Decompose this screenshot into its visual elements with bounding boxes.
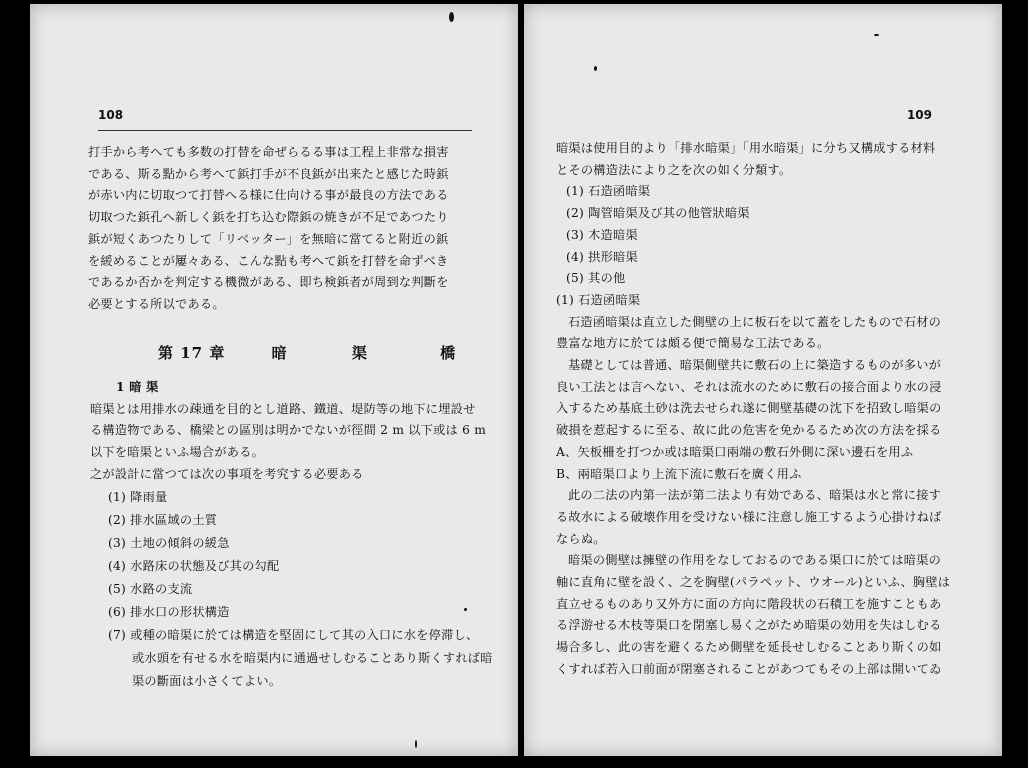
list-item: (4) 水路床の状態及び其の勾配 [108,558,280,573]
header-rule [98,130,472,131]
text-line: 鋲が短くあつたりして「リベッター」を無暗に當てると附近の鋲 [88,231,449,246]
text-line: る浮游せる木枝等渠口を閉塞し易く之がため暗渠の効用を失はしむる [556,618,942,633]
text-line: 之が設計に當つては次の事項を考究する必要ある [90,466,364,481]
list-item: (1) 石造函暗渠 [566,184,651,199]
chapter-title-char: 橋 [440,344,457,362]
scan-speck [449,12,454,22]
subsection-heading: (1) 石造函暗渠 [556,292,641,307]
text-line: くすれば若入口前面が閉塞されることがあつてもその上部は開いてゐ [556,661,942,676]
list-item: (2) 陶管暗渠及び其の他管狀暗渠 [566,206,750,221]
page-number-right: 109 [906,108,932,122]
text-line: 直立せるものあり又外方に面の方向に階段状の石積工を施すこともあ [556,596,942,611]
list-item-continuation: 或水頭を有せる水を暗渠内に通過せしむることあり斯くすれば暗 [132,650,493,665]
scan-speck [594,66,597,71]
scan-speck [415,740,417,748]
scan-speck [874,34,879,36]
text-line: 暗渠は使用目的より「排水暗渠」「用水暗渠」に分ち又構成する材料 [556,141,936,155]
text-line: 豊富な地方に於ては頗る便で簡易な工法である。 [556,336,830,351]
text-line: 以下を暗渠といふ場合がある。 [90,445,265,460]
text-line: である、斯る點から考へて鋲打手が不良鋲が出来たと感じた時鋲 [88,166,449,181]
scan-speck [464,608,467,611]
list-item-continuation: 渠の斷面は小さくてよい。 [132,673,282,688]
text-line: とその構造法により之を次の如く分類す。 [556,162,792,177]
chapter-title [158,342,456,363]
section-heading: 1 暗 渠 [116,380,159,394]
text-line: 此の二法の内第一法が第二法より有効である、暗渠は水と常に接す [568,488,942,503]
list-item: (4) 拱形暗渠 [566,249,638,264]
list-item: (1) 降雨量 [108,489,168,504]
list-item: (5) 其の他 [566,271,626,286]
text-line: る構造物である、橋梁との區別は明かでないが徑間 2 m 以下或は 6 m [90,423,487,438]
list-item: (7) 或種の暗渠に於ては構造を堅固にして其の入口に水を停滞し、 [108,627,479,642]
text-line: が赤い内に切取つて打替へる様に仕向ける事が最良の方法である [88,188,449,203]
text-line: B、兩暗渠口より上流下流に敷石を廣く用ふ [556,466,802,481]
text-line: A、矢板柵を打つか或は暗渠口兩端の敷石外側に深い邊石を用ふ [556,444,914,459]
text-line: 良い工法とは言へない、それは流水のために敷石の接合面より水の浸 [556,379,942,394]
list-item: (3) 土地の傾斜の緩急 [108,535,230,550]
left-intro-paragraph [88,142,449,316]
right-intro-paragraph [556,138,950,681]
text-line: 必要とする所以である。 [88,296,225,311]
text-line: 軸に直角に壁を設く、之を胸壁(パラペット、ウオール)といふ、胸壁は [556,575,951,590]
chapter-number: 第 17 章 [158,344,226,362]
text-line: 切取つた鋲孔へ新しく鋲を打ち込む際鋲の焼きが不足であつたり [88,210,449,225]
text-line: ならぬ。 [556,531,606,546]
list-item: (3) 木造暗渠 [566,227,638,242]
text-line: 破損を惹起するに至る、故に此の危害を免かるるため次の方法を採る [556,423,942,438]
list-item: (5) 水路の支流 [108,581,193,596]
text-line: 入するため基底土砂は洗去せられ遂に側壁基礎の沈下を招致し暗渠の [556,401,942,416]
list-item: (2) 排水區域の土質 [108,512,218,527]
text-line: 暗渠の側壁は擁壁の作用をなしておるのである渠口に於ては暗渠の [568,553,942,568]
chapter-title-char: 渠 [351,344,368,362]
chapter-title-char: 暗 [271,344,288,362]
page-number-left: 108 [98,108,124,122]
text-line: であるか否かを判定する機微がある、即ち検鋲者が周到な判斷を [88,275,449,290]
text-line: を緩めることが屢々ある、こんな點も考へて鋲を打替を命ずべき [88,253,449,268]
text-line: 場合多し、此の害を避くるため側壁を延長せしむることあり斯くの如 [556,640,942,655]
right-page [524,4,1002,756]
text-line: る故水による破壊作用を受けない様に注意し施工するよう心掛けねば [556,509,942,524]
left-page [30,4,518,756]
text-line: 打手から考へても多数の打替を命ぜらるる事は工程上非常な損害 [88,145,449,159]
list-item: (6) 排水口の形状構造 [108,604,230,619]
left-section [90,377,493,693]
text-line: 石造函暗渠は直立した側壁の上に板石を以て蓋をしたもので石材の [568,314,942,329]
text-line: 基礎としては普通、暗渠側壁共に敷石の上に築造するものが多いが [568,358,942,373]
text-line: 暗渠とは用排水の疎通を目的とし道路、鐵道、堤防等の地下に埋設せ [90,401,476,416]
